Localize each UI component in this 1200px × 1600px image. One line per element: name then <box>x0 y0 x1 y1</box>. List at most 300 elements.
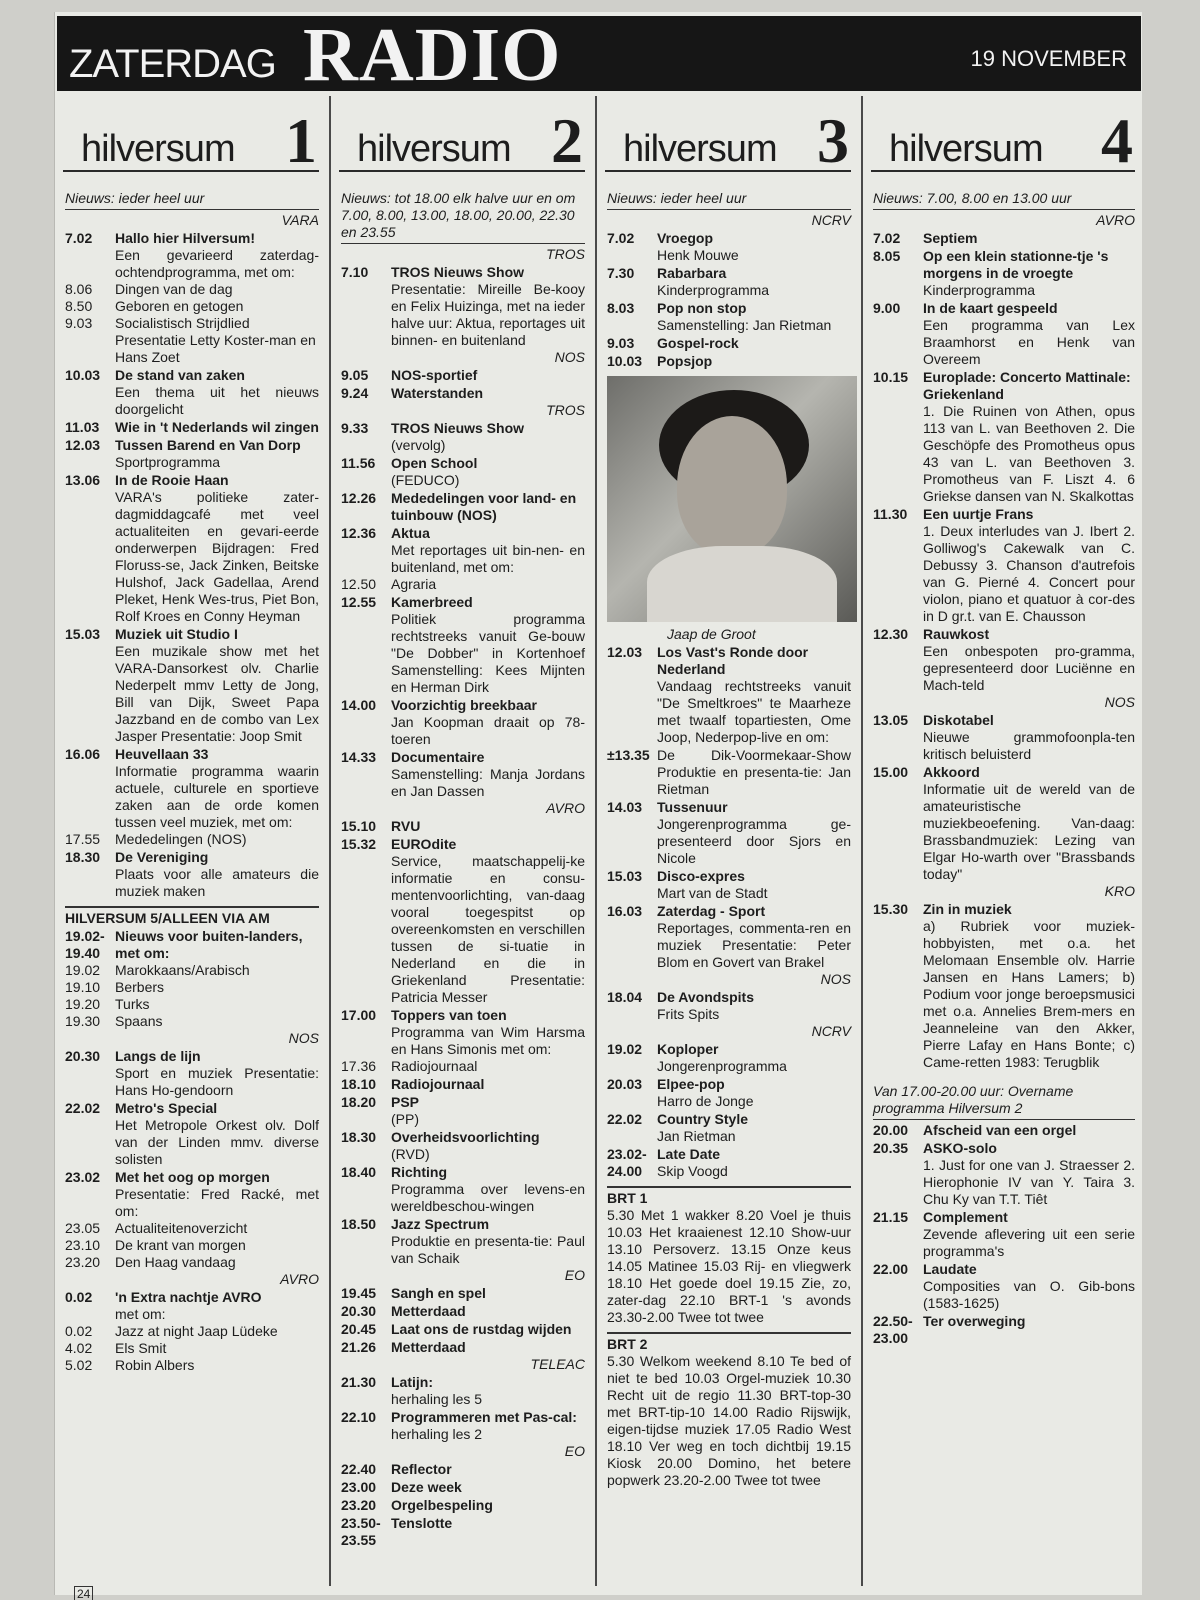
program-time: 21.26 <box>341 1339 377 1355</box>
program-title: Mededelingen voor land- en tuinbouw (NOS) <box>391 490 577 523</box>
sub-time: 5.02 <box>65 1357 93 1373</box>
news-note: Nieuws: ieder heel uur <box>607 190 851 210</box>
sub-text: Berbers <box>115 979 165 995</box>
sub-item <box>65 996 319 1013</box>
program-desc: Vandaag rechtstreeks vanuit "De Smeltkroes" te Maarheze met twaalf topartiesten, Ome Joop, Nederpop-live en om: <box>657 678 851 745</box>
program-title: Metro's Special <box>115 1100 218 1116</box>
program-body <box>391 1216 585 1267</box>
program-body <box>923 626 1135 694</box>
program-title: Aktua <box>391 525 430 541</box>
program-entry <box>65 1289 319 1323</box>
program-entry <box>873 369 1135 505</box>
sub-time: 17.36 <box>341 1058 377 1074</box>
program-time: 20.03 <box>607 1076 643 1092</box>
program-title: Diskotabel <box>923 712 994 728</box>
photo-caption: Jaap de Groot <box>667 626 756 642</box>
program-body <box>391 1094 585 1128</box>
brt1-schedule: 5.30 Met 1 wakker 8.20 Voel je thuis 10.03 Het kraaienest 12.10 Show-uur 13.10 Persoverz. 13.15 Onze keus 14.05 Matinee 15.03 Rij- en vliegwerk 18.10 Het goede doel 19.15 Zie, zo, zater-dag 22.10 BRT-1 's avonds 23.30-2.00 Twee tot twee <box>607 1207 851 1325</box>
banner-date: 19 NOVEMBER <box>970 46 1127 71</box>
brt2-heading: BRT 2 <box>607 1332 851 1353</box>
program-body <box>923 1313 1135 1347</box>
program-time: 19.02-19.40 <box>65 928 105 961</box>
program-body <box>115 849 319 900</box>
station-header <box>871 96 1135 176</box>
program-desc: met om: <box>115 1306 166 1322</box>
program-time: 20.00 <box>873 1122 909 1138</box>
program-desc: Kinderprogramma <box>657 282 770 298</box>
program-time: 7.02 <box>65 230 93 246</box>
program-desc: Politiek programma rechtstreeks vanuit Ge-bouw "De Dobber" in Kortenhoef Samenstelling: Kees Mijnten en Herman Dirk <box>391 611 585 695</box>
banner-day: ZATERDAG <box>69 42 276 86</box>
program-entry <box>65 849 319 900</box>
sub-text: Spaans <box>115 1013 163 1029</box>
program-title: Los Vast's Ronde door Nederland <box>657 644 809 677</box>
program-title: NOS-sportief <box>391 367 478 383</box>
program-entry <box>341 455 585 489</box>
program-body <box>923 369 1135 505</box>
program-title: Richting <box>391 1164 447 1180</box>
presenter-photo <box>607 376 857 622</box>
program-body <box>923 1122 1135 1139</box>
program-time: 11.30 <box>873 506 908 522</box>
program-title: Langs de lijn <box>115 1048 201 1064</box>
program-entry <box>607 644 851 746</box>
sub-item <box>65 298 319 315</box>
program-body <box>115 230 319 281</box>
program-title: Gospel-rock <box>657 335 739 351</box>
program-entry <box>341 1497 585 1514</box>
program-entry <box>341 1094 585 1128</box>
program-title: De stand van zaken <box>115 367 245 383</box>
broadcaster-label: KRO <box>1104 883 1135 899</box>
program-body <box>391 1515 585 1549</box>
program-time: 18.20 <box>341 1094 377 1110</box>
program-time: 15.10 <box>341 818 377 834</box>
program-body <box>391 1285 585 1302</box>
sub-text: Marokkaans/Arabisch <box>115 962 250 978</box>
program-entry <box>341 1216 585 1267</box>
program-desc: Skip Voogd <box>657 1163 728 1179</box>
sub-text: Dingen van de dag <box>115 281 233 297</box>
program-time: 7.10 <box>341 264 369 280</box>
program-time: 15.03 <box>607 868 643 884</box>
program-title: Wie in 't Nederlands wil zingen <box>115 419 319 435</box>
program-body <box>923 248 1135 299</box>
news-note: Nieuws: 7.00, 8.00 en 13.00 uur <box>873 190 1135 210</box>
program-desc: Samenstelling: Jan Rietman <box>657 317 832 333</box>
program-title: Rabarbara <box>657 265 727 281</box>
sub-text: Den Haag vandaag <box>115 1254 236 1270</box>
program-entry <box>341 1164 585 1215</box>
program-entry <box>607 265 851 299</box>
program-desc: Henk Mouwe <box>657 247 739 263</box>
program-title: Kamerbreed <box>391 594 473 610</box>
sub-time: 19.30 <box>65 1013 101 1029</box>
sub-time: 9.03 <box>65 315 93 331</box>
program-title: Deze week <box>391 1479 462 1495</box>
program-body <box>115 419 319 436</box>
program-desc: Jongerenprogramma ge-presenteerd door Sjors en Nicole <box>657 816 851 866</box>
program-desc: Harro de Jonge <box>657 1093 754 1109</box>
program-desc: Programma over levens-en wereldbeschou-wingen <box>391 1181 585 1214</box>
sub-item <box>341 1058 585 1075</box>
program-title: Elpee-pop <box>657 1076 725 1092</box>
program-time: 12.03 <box>65 437 101 453</box>
program-entry <box>65 1169 319 1220</box>
sub-text: Els Smit <box>115 1340 167 1356</box>
brt1-heading: BRT 1 <box>607 1186 851 1207</box>
program-desc: Sportprogramma <box>115 454 221 470</box>
program-body <box>657 335 851 352</box>
magazine-page <box>54 12 1142 1595</box>
program-time: 20.30 <box>341 1303 377 1319</box>
program-time: 16.03 <box>607 903 643 919</box>
program-entry <box>341 1339 585 1356</box>
station-header <box>605 96 851 176</box>
program-time: 14.00 <box>341 697 377 713</box>
program-entry <box>607 335 851 352</box>
program-body <box>391 1164 585 1215</box>
sub-text: Turks <box>115 996 150 1012</box>
program-body <box>391 367 585 384</box>
program-time: 12.03 <box>607 644 643 660</box>
program-desc: Presentatie: Mireille Be-kooy en Felix Huizinga, met na ieder halve uur: Aktua, reportages uit binnen- en buitenland <box>391 281 585 348</box>
program-title: Popsjop <box>657 353 713 369</box>
program-time: 12.26 <box>341 490 377 506</box>
program-desc: Reportages, commenta-ren en muziek Presentatie: Peter Blom en Govert van Brakel <box>657 920 851 970</box>
program-desc: Met reportages uit bin-nen- en buitenland, met om: <box>391 542 585 575</box>
program-desc: Composities van O. Gib-bons (1583-1625) <box>923 1278 1135 1311</box>
program-body <box>391 1076 585 1093</box>
program-title: Reflector <box>391 1461 452 1477</box>
program-time: 19.02 <box>607 1041 643 1057</box>
program-body <box>391 1303 585 1320</box>
program-entry <box>65 928 319 962</box>
program-desc: (PP) <box>391 1111 419 1127</box>
program-time: 13.05 <box>873 712 909 728</box>
program-entry <box>341 749 585 800</box>
program-body <box>657 644 851 746</box>
program-desc: a) Rubriek voor muziek-hobbyisten, met o.a. het Melomaan Ensemble olv. Harrie Jansen en Hans Lamers; b) Podium voor jonge beroepsmusici met o.a. Annelies Brem-mers en Jeanneleine van den Akker, Pierre Lafay en Hans Bonte; c) Came-retten 1983: Terugblik <box>923 918 1135 1070</box>
program-entry <box>607 353 851 370</box>
photo-face <box>677 416 787 556</box>
program-time: 7.02 <box>607 230 635 246</box>
program-entry <box>341 697 585 748</box>
program-entry <box>65 746 319 831</box>
sub-item <box>65 962 319 979</box>
program-body <box>657 989 851 1023</box>
program-title: Orgelbespeling <box>391 1497 493 1513</box>
program-body <box>923 901 1135 1071</box>
program-body <box>923 764 1135 883</box>
program-body <box>657 1146 851 1180</box>
program-title: Hallo hier Hilversum! <box>115 230 256 246</box>
program-title: Disco-expres <box>657 868 745 884</box>
program-time: 18.50 <box>341 1216 377 1232</box>
program-time: 7.30 <box>607 265 635 281</box>
program-time: 11.56 <box>341 455 376 471</box>
page-number: 24 <box>74 1586 93 1600</box>
program-body <box>657 353 851 370</box>
program-entry <box>873 626 1135 694</box>
program-body <box>115 472 319 625</box>
program-body <box>923 1140 1135 1208</box>
program-title: ASKO-solo <box>923 1140 997 1156</box>
program-time: 14.03 <box>607 799 643 815</box>
sub-text: Agraria <box>391 576 437 592</box>
program-body <box>391 385 585 402</box>
program-title: Koploper <box>657 1041 719 1057</box>
program-entry <box>65 1048 319 1099</box>
program-title: Laudate <box>923 1261 977 1277</box>
program-body <box>115 928 319 962</box>
program-title: Tussen Barend en Van Dorp <box>115 437 301 453</box>
station-number: 1 <box>285 105 317 176</box>
sub-time: 19.20 <box>65 996 101 1012</box>
program-title: TROS Nieuws Show <box>391 420 525 436</box>
program-body <box>923 506 1135 625</box>
program-desc: 1. Just for one van J. Straesser 2. Hierophonie IV van Y. Taira 3. Chu Ky van T.T. Tiêt <box>923 1157 1135 1207</box>
program-entry <box>873 1313 1135 1347</box>
sub-text: Socialistisch Strijdlied Presentatie Letty Koster-man en Hans Zoet <box>115 315 316 365</box>
sub-item <box>65 281 319 298</box>
broadcaster-label: NOS <box>1104 694 1135 710</box>
sub-text: Mededelingen (NOS) <box>115 831 247 847</box>
program-time: 18.30 <box>341 1129 377 1145</box>
program-desc: Zevende aflevering uit een serie programma's <box>923 1226 1135 1259</box>
program-entry <box>341 1321 585 1338</box>
program-time: 22.40 <box>341 1461 377 1477</box>
program-title: Waterstanden <box>391 385 484 401</box>
column-hilversum-3 <box>595 96 859 1586</box>
page-banner <box>57 13 1141 97</box>
sub-time: 19.10 <box>65 979 101 995</box>
program-body <box>657 1111 851 1145</box>
program-desc: Samenstelling: Manja Jordans en Jan Dassen <box>391 766 585 799</box>
program-desc: Een gevarieerd zaterdag-ochtendprogramma, met om: <box>115 247 319 280</box>
sub-item <box>341 576 585 593</box>
program-time: 21.30 <box>341 1374 377 1390</box>
program-desc: Een thema uit het nieuws doorgelicht <box>115 384 319 417</box>
program-entry <box>341 525 585 576</box>
program-body <box>115 1289 319 1323</box>
program-body <box>657 265 851 299</box>
station-header <box>63 96 319 176</box>
program-title: Radiojournaal <box>391 1076 485 1092</box>
program-body <box>391 594 585 696</box>
sub-text: Radiojournaal <box>391 1058 478 1074</box>
program-entry <box>873 712 1135 763</box>
banner-title: RADIO <box>303 13 562 97</box>
program-title: Vroegop <box>657 230 714 246</box>
program-body <box>391 525 585 576</box>
program-body <box>923 1209 1135 1260</box>
station-name: hilversum <box>623 128 777 170</box>
program-time: 9.33 <box>341 420 369 436</box>
program-body <box>657 1076 851 1110</box>
program-time: 15.32 <box>341 836 377 852</box>
program-time: 14.33 <box>341 749 377 765</box>
program-entry <box>341 264 585 349</box>
program-title: Voorzichtig breekbaar <box>391 697 538 713</box>
program-time: 10.03 <box>607 353 643 369</box>
program-desc: Plaats voor alle amateurs die muziek maken <box>115 866 319 899</box>
sub-time: 8.50 <box>65 298 93 314</box>
news-note: Nieuws: ieder heel uur <box>65 190 319 210</box>
program-desc: Sport en muziek Presentatie: Hans Ho-gendoorn <box>115 1065 319 1098</box>
program-entry <box>607 868 851 902</box>
program-entry <box>607 747 851 798</box>
program-entry <box>873 901 1135 1071</box>
broadcaster-label: TROS <box>546 246 585 262</box>
program-time: 23.02-24.00 <box>607 1146 647 1179</box>
broadcaster-label: VARA <box>281 212 319 228</box>
program-title: Laat ons de rustdag wijden <box>391 1321 572 1337</box>
program-time: 18.40 <box>341 1164 377 1180</box>
program-body <box>115 626 319 745</box>
program-title: In de kaart gespeeld <box>923 300 1058 316</box>
program-time: ±13.35 <box>607 747 650 763</box>
program-desc: VARA's politieke zater-dagmiddagcafé met veel actualiteiten en gevari-eerde onderwerpen Bijdragen: Fred Floruss-se, Jack Zinken, Beitske Hulshof, Jack Gadellaa, Arend Pleket, Henk Wes-trus, Piet Bon, Rolf Kroes en Conny Heyman <box>115 489 319 624</box>
sub-item <box>65 315 319 366</box>
program-time: 12.55 <box>341 594 377 610</box>
program-time: 15.00 <box>873 764 909 780</box>
program-body <box>923 300 1135 368</box>
program-entry <box>65 437 319 471</box>
program-title: RVU <box>391 818 421 834</box>
program-entry <box>341 818 585 835</box>
program-desc: (RVD) <box>391 1146 430 1162</box>
program-entry <box>607 1076 851 1110</box>
program-title: Afscheid van een orgel <box>923 1122 1077 1138</box>
program-title: Tussenuur <box>657 799 728 815</box>
program-time: 22.02 <box>607 1111 643 1127</box>
program-time: 9.00 <box>873 300 901 316</box>
program-title: Tenslotte <box>391 1515 453 1531</box>
station-name: hilversum <box>357 128 511 170</box>
program-title: Zin in muziek <box>923 901 1012 917</box>
sub-time: 4.02 <box>65 1340 93 1356</box>
program-title: Rauwkost <box>923 626 990 642</box>
program-time: 19.45 <box>341 1285 377 1301</box>
broadcaster-label: NOS <box>554 349 585 365</box>
program-body <box>923 230 1135 247</box>
sub-time: 17.55 <box>65 831 101 847</box>
column-hilversum-1 <box>55 96 327 1586</box>
program-title: Pop non stop <box>657 300 747 316</box>
program-time: 7.02 <box>873 230 901 246</box>
program-entry <box>341 1461 585 1478</box>
broadcaster-label: AVRO <box>1096 212 1135 228</box>
program-entry <box>607 799 851 867</box>
broadcaster-label: NCRV <box>811 1023 851 1039</box>
program-body <box>391 818 585 835</box>
program-title: Latijn: <box>391 1374 433 1390</box>
program-entry <box>873 764 1135 883</box>
program-title: Jazz Spectrum <box>391 1216 490 1232</box>
program-time: 12.30 <box>873 626 909 642</box>
sub-item <box>65 1340 319 1357</box>
station-number: 3 <box>817 105 849 176</box>
program-desc: (vervolg) <box>391 437 446 453</box>
program-time: 11.03 <box>65 419 100 435</box>
sub-time: 8.06 <box>65 281 93 297</box>
program-body <box>923 712 1135 763</box>
program-body <box>657 230 851 264</box>
program-body <box>391 264 585 349</box>
program-entry <box>873 1122 1135 1139</box>
broadcaster-label: TELEAC <box>530 1356 585 1372</box>
schedule-list-top <box>607 212 851 370</box>
program-time: 9.24 <box>341 385 369 401</box>
program-desc: Informatie programma waarin actuele, culturele en sportieve zaken aan de orde komen tussen veel muziek, met om: <box>115 763 319 830</box>
program-desc: Informatie uit de wereld van de amateuristische muziekbeoefening. Van-daag: Brassbandmuziek: Lezing van Elgar Ho-warth over "Brassbands today" <box>923 781 1135 882</box>
broadcaster-label: EO <box>564 1443 585 1459</box>
program-time: 23.20 <box>341 1497 377 1513</box>
program-body <box>391 1497 585 1514</box>
program-body <box>391 1479 585 1496</box>
program-time: 8.03 <box>607 300 635 316</box>
program-entry <box>65 472 319 625</box>
program-desc: Kinderprogramma <box>923 282 1036 298</box>
program-body <box>115 1048 319 1099</box>
sub-item <box>65 1254 319 1271</box>
program-title: Septiem <box>923 230 978 246</box>
program-time: 22.02 <box>65 1100 101 1116</box>
program-title: Late Date <box>657 1146 721 1162</box>
program-title: Ter overweging <box>923 1313 1026 1329</box>
program-title: Heuvellaan 33 <box>115 746 209 762</box>
program-desc: herhaling les 5 <box>391 1391 483 1407</box>
program-title: Open School <box>391 455 478 471</box>
news-note: Nieuws: tot 18.00 elk halve uur en om 7.00, 8.00, 13.00, 18.00, 20.00, 22.30 en 23.55 <box>341 190 585 244</box>
program-body <box>115 746 319 831</box>
program-time: 18.10 <box>341 1076 377 1092</box>
program-desc: Service, maatschappelij-ke informatie en consu-mentenvoorlichting, van-daag vooral toegespitst op overeenkomsten en verschillen tussen de si-tuatie in Nederland en die in Griekenland Presentatie: Patricia Messer <box>391 853 585 1005</box>
broadcaster-label: TROS <box>546 402 585 418</box>
program-desc: Een muzikale show met het VARA-Dansorkest olv. Charlie Nederpelt mmv Letty de Jong, Bill van Dijk, Sweet Papa Jazzband en de combo van Lex Jasper Presentatie: Joop Smit <box>115 643 319 744</box>
program-time: 20.35 <box>873 1140 909 1156</box>
sub-time: 19.02 <box>65 962 101 978</box>
program-entry <box>607 1146 851 1180</box>
program-time: 22.50-23.00 <box>873 1313 913 1346</box>
sub-text: Robin Albers <box>115 1357 195 1373</box>
program-title: Metterdaad <box>391 1303 466 1319</box>
program-desc: Nieuwe grammofoonpla-ten kritisch beluisterd <box>923 729 1135 762</box>
sub-time: 0.02 <box>65 1323 93 1339</box>
program-time: 18.30 <box>65 849 101 865</box>
program-entry <box>341 385 585 402</box>
program-title: EUROdite <box>391 836 457 852</box>
program-title: De Avondspits <box>657 989 754 1005</box>
sub-item <box>65 831 319 848</box>
program-entry <box>873 506 1135 625</box>
program-entry <box>65 419 319 436</box>
program-desc: Jan Rietman <box>657 1128 736 1144</box>
program-title: Programmeren met Pas-cal: <box>391 1409 577 1425</box>
program-body <box>115 1100 319 1168</box>
program-entry <box>341 1076 585 1093</box>
program-body <box>657 300 851 334</box>
program-body <box>391 1339 585 1356</box>
program-entry <box>341 1374 585 1408</box>
program-time: 16.06 <box>65 746 101 762</box>
program-entry <box>341 1129 585 1163</box>
program-title: Metterdaad <box>391 1339 466 1355</box>
sub-item <box>65 1237 319 1254</box>
program-time: 12.36 <box>341 525 377 541</box>
station-number: 2 <box>551 105 583 176</box>
